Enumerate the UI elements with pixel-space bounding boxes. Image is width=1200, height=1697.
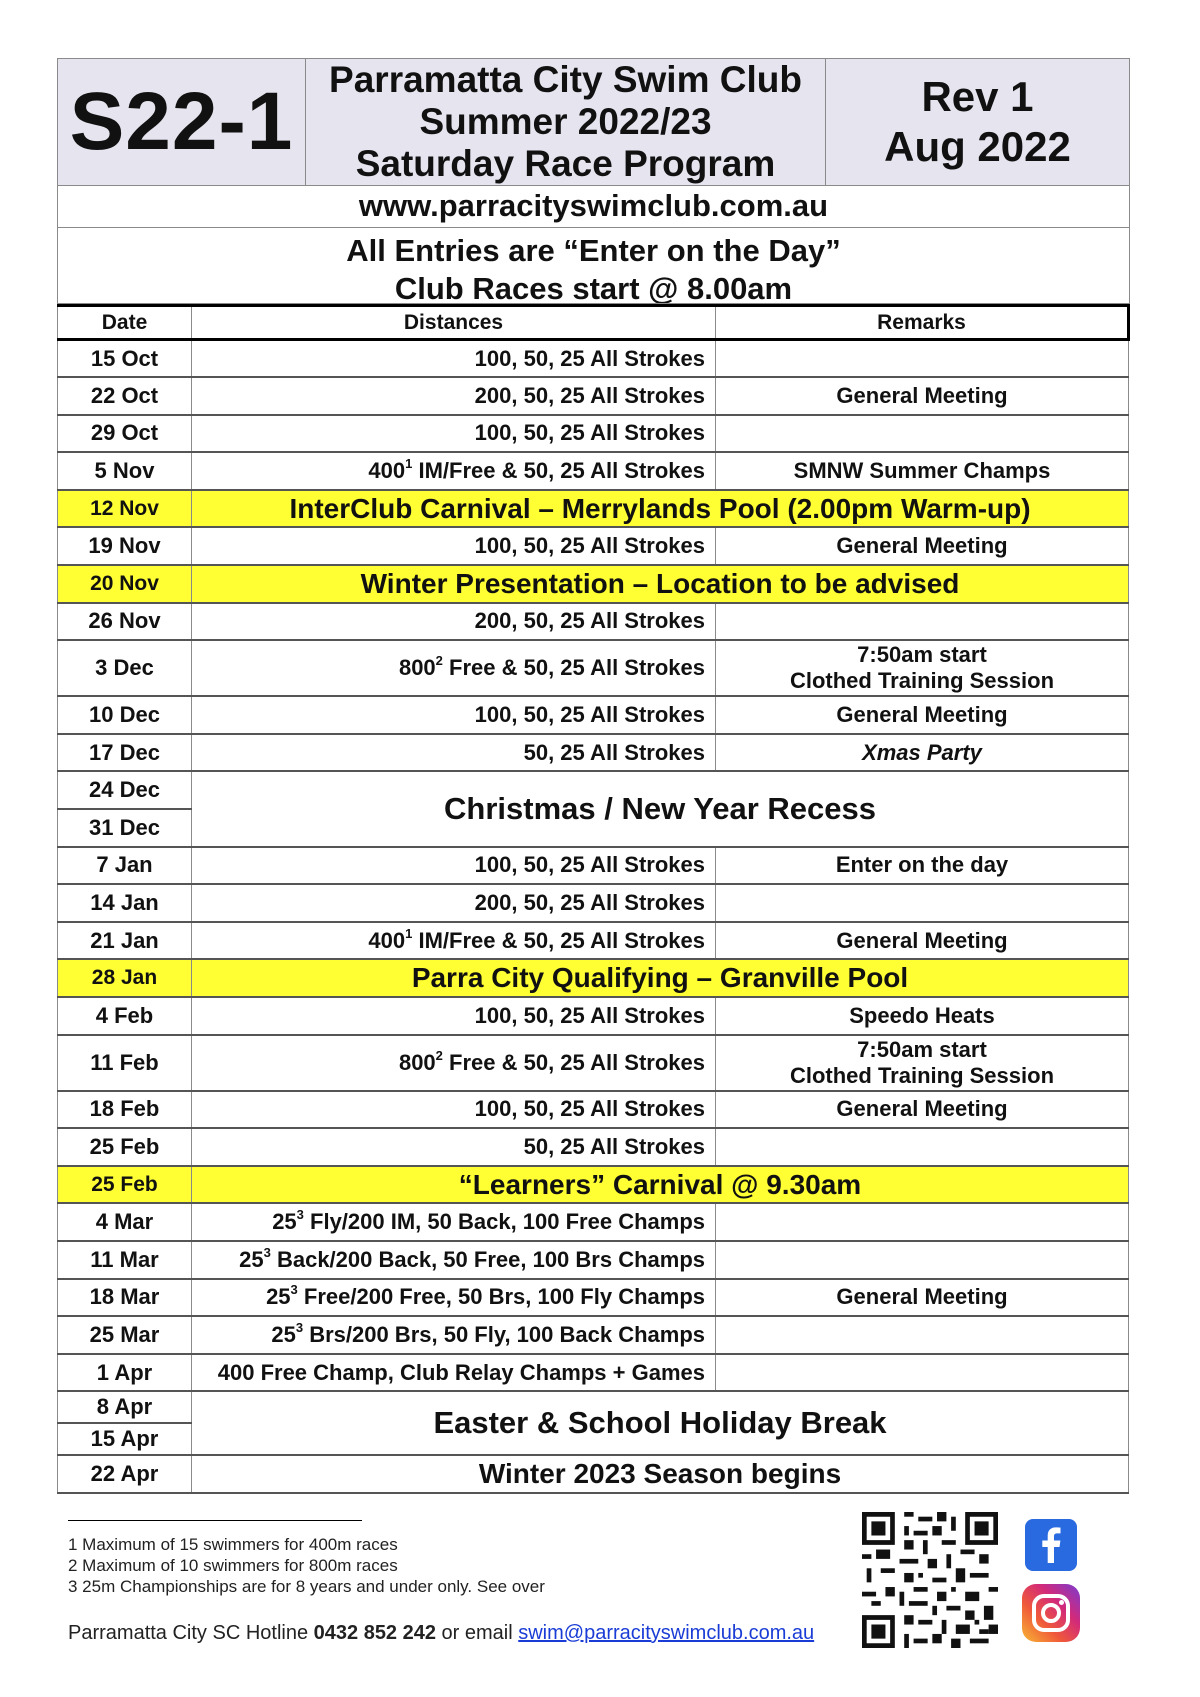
distance-detail: Brs/200 Brs, 50 Fly, 100 Back Champs: [303, 1321, 705, 1347]
row-distances: [192, 1203, 716, 1241]
row-remark: General Meeting: [716, 1091, 1129, 1129]
row-distances: 100, 50, 25 All Strokes: [192, 997, 716, 1035]
row-date: 15 Apr: [58, 1423, 192, 1455]
row-date: 10 Dec: [58, 696, 192, 734]
footnote-3: 3 25m Championships are for 8 years and under only. See over: [68, 1577, 545, 1596]
footnote-marker: 3: [263, 1244, 271, 1260]
table-row: [58, 1241, 1129, 1279]
facebook-icon[interactable]: [1025, 1519, 1077, 1571]
table-row: [58, 527, 1129, 565]
row-remark: SMNW Summer Champs: [716, 452, 1129, 490]
row-date: 11 Feb: [58, 1035, 192, 1091]
race-schedule-table: [57, 304, 1130, 1494]
row-date: 25 Feb: [58, 1166, 192, 1204]
hotline-number[interactable]: 0432 852 242: [313, 1622, 436, 1644]
table-row: [58, 1279, 1129, 1317]
row-event: InterClub Carnival – Merrylands Pool (2.00pm Warm-up): [192, 490, 1129, 528]
row-distances: 50, 25 All Strokes: [192, 734, 716, 772]
remark-start-time: 7:50am start: [857, 1036, 987, 1062]
table-row: [58, 997, 1129, 1035]
row-remark: [716, 1316, 1129, 1354]
program-title: [306, 59, 826, 185]
contact-line: [68, 1622, 814, 1645]
footnote-marker: 1: [405, 925, 413, 941]
row-remark: [716, 1203, 1129, 1241]
program-code: S22-1: [58, 59, 306, 185]
distance-value: 800: [398, 655, 436, 681]
row-distances: 100, 50, 25 All Strokes: [192, 1091, 716, 1129]
table-row: [58, 1128, 1129, 1166]
row-remark: General Meeting: [716, 922, 1129, 960]
race-program-sheet: [57, 58, 1130, 1494]
row-event: Easter & School Holiday Break: [192, 1391, 1129, 1455]
row-date: 24 Dec: [58, 771, 192, 809]
distance-value: 25: [239, 1246, 264, 1272]
row-remark: [716, 884, 1129, 922]
row-distances: 100, 50, 25 All Strokes: [192, 847, 716, 885]
row-event: Winter Presentation – Location to be advised: [192, 565, 1129, 603]
column-header-remarks: Remarks: [716, 306, 1129, 340]
email-link[interactable]: swim@parracityswimclub.com.au: [518, 1622, 815, 1644]
row-event: “Learners” Carnival @ 9.30am: [192, 1166, 1129, 1204]
distance-detail: IM/Free & 50, 25 All Strokes: [412, 927, 705, 953]
row-distances: [192, 452, 716, 490]
footnote-marker: 3: [295, 1319, 304, 1335]
row-distances: [192, 640, 716, 696]
row-date: 12 Nov: [58, 490, 192, 528]
distance-value: 25: [266, 1284, 291, 1310]
table-row: [58, 922, 1129, 960]
table-row: [58, 696, 1129, 734]
instagram-icon[interactable]: [1022, 1584, 1080, 1642]
row-distances: 100, 50, 25 All Strokes: [192, 527, 716, 565]
row-remark: [716, 1035, 1129, 1091]
table-row: [58, 1316, 1129, 1354]
remark-start-time: 7:50am start: [857, 642, 987, 668]
row-distances: 200, 50, 25 All Strokes: [192, 884, 716, 922]
row-date: 20 Nov: [58, 565, 192, 603]
table-row-highlight: [58, 565, 1129, 603]
table-row: [58, 847, 1129, 885]
row-remark: Enter on the day: [716, 847, 1129, 885]
row-remark: General Meeting: [716, 1279, 1129, 1317]
footnote-divider: [68, 1520, 362, 1521]
row-remark: [716, 415, 1129, 453]
remark-session: Clothed Training Session: [789, 1062, 1055, 1088]
table-row: [58, 771, 1129, 809]
row-remark: Xmas Party: [716, 734, 1129, 772]
table-row-highlight: [58, 1166, 1129, 1204]
qr-code-icon[interactable]: [862, 1512, 998, 1648]
row-date: 3 Dec: [58, 640, 192, 696]
row-date: 25 Feb: [58, 1128, 192, 1166]
row-date: 28 Jan: [58, 959, 192, 997]
row-date: 5 Nov: [58, 452, 192, 490]
distance-detail: Free & 50, 25 All Strokes: [442, 1049, 705, 1075]
row-remark: [716, 1354, 1129, 1392]
row-date: 7 Jan: [58, 847, 192, 885]
table-row: [58, 1203, 1129, 1241]
row-remark: General Meeting: [716, 377, 1129, 415]
table-row-highlight: [58, 490, 1129, 528]
row-date: 14 Jan: [58, 884, 192, 922]
row-distances: 50, 25 All Strokes: [192, 1128, 716, 1166]
row-date: 31 Dec: [58, 809, 192, 847]
footnote-marker: 3: [290, 1282, 298, 1298]
distance-value: 400: [368, 927, 406, 953]
distance-detail: Back/200 Back, 50 Free, 100 Brs Champs: [270, 1246, 705, 1272]
table-header-row: [58, 306, 1129, 340]
footnote-2: 2 Maximum of 10 swimmers for 800m races: [68, 1556, 398, 1575]
row-distances: [192, 922, 716, 960]
table-row: [58, 377, 1129, 415]
footnote-marker: 1: [405, 456, 413, 472]
table-row: [58, 1035, 1129, 1091]
website-url[interactable]: www.parracityswimclub.com.au: [57, 186, 1130, 228]
row-date: 25 Mar: [58, 1316, 192, 1354]
row-date: 22 Oct: [58, 377, 192, 415]
table-row: [58, 415, 1129, 453]
table-row: [58, 640, 1129, 696]
row-date: 22 Apr: [58, 1455, 192, 1493]
row-remark: [716, 603, 1129, 641]
row-distances: [192, 1279, 716, 1317]
title-season: Summer 2022/23: [419, 101, 712, 142]
revision-date: Aug 2022: [884, 123, 1071, 170]
footnote-marker: 2: [435, 1047, 443, 1063]
row-distances: 200, 50, 25 All Strokes: [192, 603, 716, 641]
column-header-distances: Distances: [192, 306, 716, 340]
table-row: [58, 1091, 1129, 1129]
table-row: [58, 452, 1129, 490]
row-date: 15 Oct: [58, 340, 192, 378]
title-program: Saturday Race Program: [355, 143, 776, 184]
row-date: 4 Feb: [58, 997, 192, 1035]
distance-detail: Free/200 Free, 50 Brs, 100 Fly Champs: [297, 1284, 705, 1310]
column-header-date: Date: [58, 306, 192, 340]
footnote-marker: 3: [296, 1207, 304, 1223]
row-remark: [716, 340, 1129, 378]
table-row-highlight: [58, 959, 1129, 997]
start-time-line: Club Races start @ 8.00am: [394, 271, 793, 304]
distance-detail: Free & 50, 25 All Strokes: [442, 655, 705, 681]
remark-session: Clothed Training Session: [789, 668, 1055, 694]
footnote-1: 1 Maximum of 15 swimmers for 400m races: [68, 1535, 398, 1554]
contact-prefix: Parramatta City SC Hotline: [68, 1622, 314, 1644]
table-row: [58, 884, 1129, 922]
footnotes: [68, 1534, 545, 1597]
row-date: 21 Jan: [58, 922, 192, 960]
header-block: [57, 58, 1130, 186]
row-distances: 200, 50, 25 All Strokes: [192, 377, 716, 415]
row-date: 26 Nov: [58, 603, 192, 641]
title-club: Parramatta City Swim Club: [329, 59, 802, 100]
row-remark: General Meeting: [716, 696, 1129, 734]
revision-number: Rev 1: [921, 73, 1034, 120]
row-remark: [716, 1128, 1129, 1166]
row-date: 18 Mar: [58, 1279, 192, 1317]
contact-middle: or email: [435, 1622, 519, 1644]
distance-detail: IM/Free & 50, 25 All Strokes: [412, 458, 705, 484]
row-event: Winter 2023 Season begins: [192, 1455, 1129, 1493]
distance-value: 25: [271, 1321, 296, 1347]
row-distances: [192, 1035, 716, 1091]
row-distances: 400 Free Champ, Club Relay Champs + Games: [192, 1354, 716, 1392]
row-date: 1 Apr: [58, 1354, 192, 1392]
table-row: [58, 734, 1129, 772]
row-date: 4 Mar: [58, 1203, 192, 1241]
row-distances: [192, 1316, 716, 1354]
row-distances: [192, 1241, 716, 1279]
distance-value: 25: [272, 1209, 297, 1235]
distance-value: 800: [398, 1049, 436, 1075]
row-remark: Speedo Heats: [716, 997, 1129, 1035]
row-date: 11 Mar: [58, 1241, 192, 1279]
distance-detail: Fly/200 IM, 50 Back, 100 Free Champs: [303, 1209, 705, 1235]
row-event: Parra City Qualifying – Granville Pool: [192, 959, 1129, 997]
table-row: [58, 1391, 1129, 1423]
table-row: [58, 340, 1129, 378]
entries-notice: [57, 228, 1130, 304]
footnote-marker: 2: [435, 653, 443, 669]
row-date: 29 Oct: [58, 415, 192, 453]
table-row: [58, 1455, 1129, 1493]
table-row: [58, 1354, 1129, 1392]
distance-value: 400: [368, 458, 406, 484]
entries-line: All Entries are “Enter on the Day”: [346, 233, 841, 268]
row-remark: General Meeting: [716, 527, 1129, 565]
row-date: 18 Feb: [58, 1091, 192, 1129]
revision-block: [826, 59, 1129, 185]
row-distances: 100, 50, 25 All Strokes: [192, 415, 716, 453]
row-remark: [716, 1241, 1129, 1279]
row-event: Christmas / New Year Recess: [192, 771, 1129, 846]
row-date: 17 Dec: [58, 734, 192, 772]
row-remark: [716, 640, 1129, 696]
row-date: 19 Nov: [58, 527, 192, 565]
table-row: [58, 603, 1129, 641]
row-distances: 100, 50, 25 All Strokes: [192, 340, 716, 378]
row-distances: 100, 50, 25 All Strokes: [192, 696, 716, 734]
row-date: 8 Apr: [58, 1391, 192, 1423]
